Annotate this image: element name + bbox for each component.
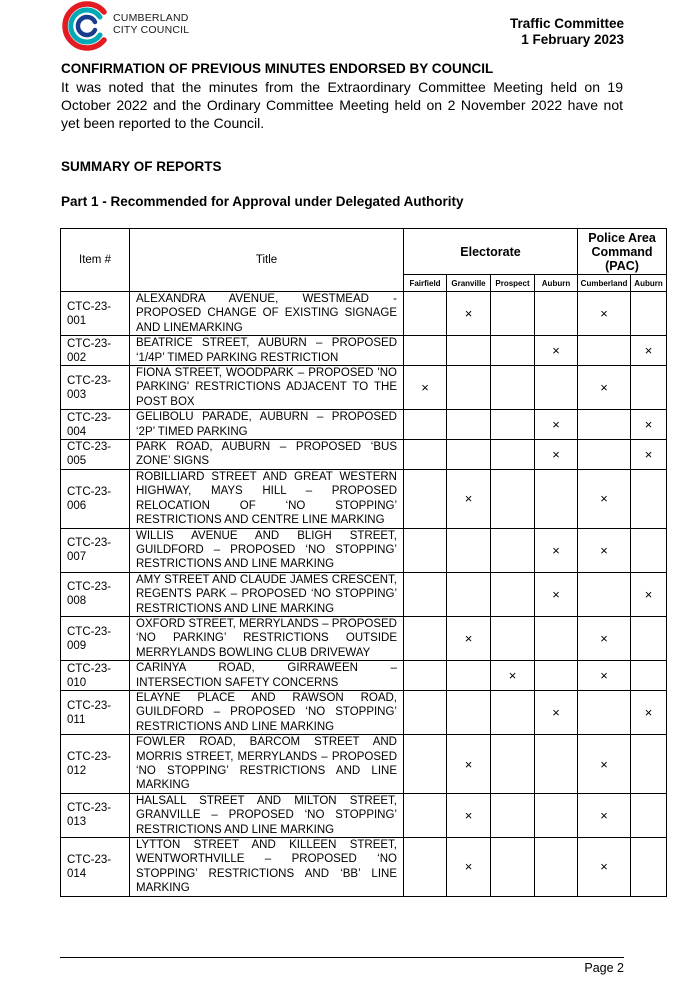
table-row [61,440,667,470]
mark-auburn-pac [631,793,667,837]
mark-granville [447,690,491,734]
table-row [61,661,667,691]
mark-auburn-pac: × [631,440,667,470]
mark-prospect [491,469,535,528]
mark-cumberland-pac [578,410,631,440]
col-group-pac: Police Area Command (PAC) [578,229,667,275]
item-number: CTC-23-009 [61,616,130,660]
mark-prospect [491,690,535,734]
mark-fairfield [404,572,447,616]
mark-granville: × [447,793,491,837]
report-title: AMY STREET AND CLAUDE JAMES CRESCENT, REGENTS PARK – PROPOSED ‘NO STOPPING’ RESTRICTIONS AND LINE MARKING [130,572,404,616]
table-row [61,616,667,660]
report-title: ELAYNE PLACE AND RAWSON ROAD, GUILDFORD – PROPOSED ‘NO STOPPING’ RESTRICTIONS AND LINE MARKING [130,690,404,734]
mark-prospect [491,793,535,837]
item-number: CTC-23-006 [61,469,130,528]
meeting-date: 1 February 2023 [521,32,624,47]
mark-auburn-pac [631,469,667,528]
council-logo [60,0,112,52]
mark-fairfield [404,690,447,734]
org-name-line2: CITY COUNCIL [113,24,190,36]
mark-auburn-electorate [535,292,578,336]
mark-fairfield [404,336,447,366]
sub-col-cumberland-pac: Cumberland [578,275,631,292]
mark-fairfield [404,838,447,897]
mark-granville [447,366,491,410]
mark-granville [447,440,491,470]
mark-auburn-electorate: × [535,690,578,734]
mark-prospect [491,528,535,572]
sub-col-auburn-pac: Auburn [631,275,667,292]
table-row [61,735,667,794]
mark-cumberland-pac: × [578,292,631,336]
mark-cumberland-pac [578,690,631,734]
mark-auburn-pac [631,366,667,410]
mark-cumberland-pac: × [578,616,631,660]
mark-fairfield [404,440,447,470]
col-header-title: Title [130,229,404,292]
report-title: FOWLER ROAD, BARCOM STREET AND MORRIS STREET, MERRYLANDS – PROPOSED ‘NO STOPPING’ RESTRICTIONS AND LINE MARKING [130,735,404,794]
table-row [61,469,667,528]
mark-fairfield [404,528,447,572]
page-number: Page 2 [584,961,624,975]
mark-cumberland-pac: × [578,528,631,572]
mark-prospect [491,292,535,336]
mark-auburn-electorate [535,616,578,660]
table-row [61,336,667,366]
mark-prospect [491,616,535,660]
mark-cumberland-pac [578,440,631,470]
table-row [61,572,667,616]
mark-prospect [491,572,535,616]
item-number: CTC-23-008 [61,572,130,616]
mark-auburn-electorate: × [535,528,578,572]
mark-prospect [491,336,535,366]
mark-granville [447,572,491,616]
mark-fairfield: × [404,366,447,410]
org-name-line1: CUMBERLAND [113,12,189,24]
mark-auburn-pac [631,292,667,336]
mark-granville: × [447,735,491,794]
mark-prospect [491,410,535,440]
mark-auburn-pac: × [631,690,667,734]
item-number: CTC-23-005 [61,440,130,470]
report-title: FIONA STREET, WOODPARK – PROPOSED 'NO PARKING' RESTRICTIONS ADJACENT TO THE POST BOX [130,366,404,410]
table-row [61,838,667,897]
report-title: ALEXANDRA AVENUE, WESTMEAD - PROPOSED CHANGE OF EXISTING SIGNAGE AND LINEMARKING [130,292,404,336]
item-number: CTC-23-013 [61,793,130,837]
reports-table [60,228,667,897]
mark-cumberland-pac: × [578,735,631,794]
table-row [61,690,667,734]
item-number: CTC-23-014 [61,838,130,897]
summary-heading: SUMMARY OF REPORTS [61,159,222,174]
item-number: CTC-23-011 [61,690,130,734]
committee-name: Traffic Committee [509,16,624,31]
mark-auburn-electorate [535,793,578,837]
item-number: CTC-23-004 [61,410,130,440]
mark-fairfield [404,616,447,660]
mark-cumberland-pac [578,336,631,366]
mark-granville: × [447,616,491,660]
mark-auburn-pac: × [631,410,667,440]
mark-fairfield [404,661,447,691]
report-title: ROBILLIARD STREET AND GREAT WESTERN HIGHWAY, MAYS HILL – PROPOSED RELOCATION OF ‘NO STOPPING’ RESTRICTIONS AND CENTRE LINE MARKING [130,469,404,528]
mark-auburn-electorate [535,735,578,794]
col-group-electorate: Electorate [404,229,578,275]
document-header [510,16,624,48]
report-title: BEATRICE STREET, AUBURN – PROPOSED ‘1/4P’ TIMED PARKING RESTRICTION [130,336,404,366]
part1-heading: Part 1 - Recommended for Approval under Delegated Authority [61,194,464,209]
mark-fairfield [404,735,447,794]
mark-granville [447,661,491,691]
mark-cumberland-pac: × [578,793,631,837]
mark-prospect: × [491,661,535,691]
table-row [61,366,667,410]
mark-granville [447,528,491,572]
mark-prospect [491,366,535,410]
mark-auburn-electorate: × [535,336,578,366]
mark-cumberland-pac: × [578,838,631,897]
mark-auburn-pac [631,616,667,660]
mark-fairfield [404,469,447,528]
mark-cumberland-pac [578,572,631,616]
table-row [61,292,667,336]
mark-auburn-pac [631,838,667,897]
report-title: PARK ROAD, AUBURN – PROPOSED ‘BUS ZONE’ SIGNS [130,440,404,470]
mark-cumberland-pac: × [578,469,631,528]
org-name [113,12,189,36]
mark-granville: × [447,469,491,528]
mark-auburn-pac: × [631,336,667,366]
mark-prospect [491,838,535,897]
sub-col-fairfield: Fairfield [404,275,447,292]
confirmation-heading: CONFIRMATION OF PREVIOUS MINUTES ENDORSED BY COUNCIL [61,61,494,76]
confirmation-body: It was noted that the minutes from the Extraordinary Committee Meeting held on 19 October 2022 and the Ordinary Committee Meeting held on 2 November 2022 have not yet been reported to the Council. [61,79,623,131]
sub-col-prospect: Prospect [491,275,535,292]
mark-auburn-electorate [535,366,578,410]
item-number: CTC-23-012 [61,735,130,794]
col-header-item: Item # [61,229,130,292]
report-title: GELIBOLU PARADE, AUBURN – PROPOSED ‘2P’ TIMED PARKING [130,410,404,440]
report-title: OXFORD STREET, MERRYLANDS – PROPOSED ‘NO PARKING’ RESTRICTIONS OUTSIDE MERRYLANDS BOWLING CLUB DRIVEWAY [130,616,404,660]
mark-auburn-electorate: × [535,440,578,470]
mark-cumberland-pac: × [578,366,631,410]
mark-auburn-pac: × [631,572,667,616]
sub-col-auburn-electorate: Auburn [535,275,578,292]
table-row [61,793,667,837]
report-title: LYTTON STREET AND KILLEEN STREET, WENTWORTHVILLE – PROPOSED ‘NO STOPPING’ RESTRICTIONS AND ‘BB’ LINE MARKING [130,838,404,897]
report-title: CARINYA ROAD, GIRRAWEEN – INTERSECTION SAFETY CONCERNS [130,661,404,691]
mark-auburn-pac [631,661,667,691]
mark-granville: × [447,838,491,897]
mark-fairfield [404,292,447,336]
mark-cumberland-pac: × [578,661,631,691]
mark-granville: × [447,292,491,336]
mark-auburn-electorate [535,469,578,528]
report-title: HALSALL STREET AND MILTON STREET, GRANVILLE – PROPOSED ‘NO STOPPING’ RESTRICTIONS AND LINE MARKING [130,793,404,837]
item-number: CTC-23-003 [61,366,130,410]
mark-granville [447,336,491,366]
item-number: CTC-23-001 [61,292,130,336]
sub-col-granville: Granville [447,275,491,292]
report-title: WILLIS AVENUE AND BLIGH STREET, GUILDFORD – PROPOSED ‘NO STOPPING’ RESTRICTIONS AND LINE MARKING [130,528,404,572]
item-number: CTC-23-007 [61,528,130,572]
mark-auburn-electorate: × [535,410,578,440]
mark-auburn-pac [631,735,667,794]
mark-granville [447,410,491,440]
item-number: CTC-23-002 [61,336,130,366]
footer-rule [60,957,624,958]
mark-auburn-electorate [535,661,578,691]
table-row [61,528,667,572]
mark-fairfield [404,793,447,837]
mark-auburn-electorate [535,838,578,897]
item-number: CTC-23-010 [61,661,130,691]
mark-prospect [491,440,535,470]
mark-prospect [491,735,535,794]
mark-auburn-pac [631,528,667,572]
table-row [61,410,667,440]
mark-auburn-electorate: × [535,572,578,616]
mark-fairfield [404,410,447,440]
